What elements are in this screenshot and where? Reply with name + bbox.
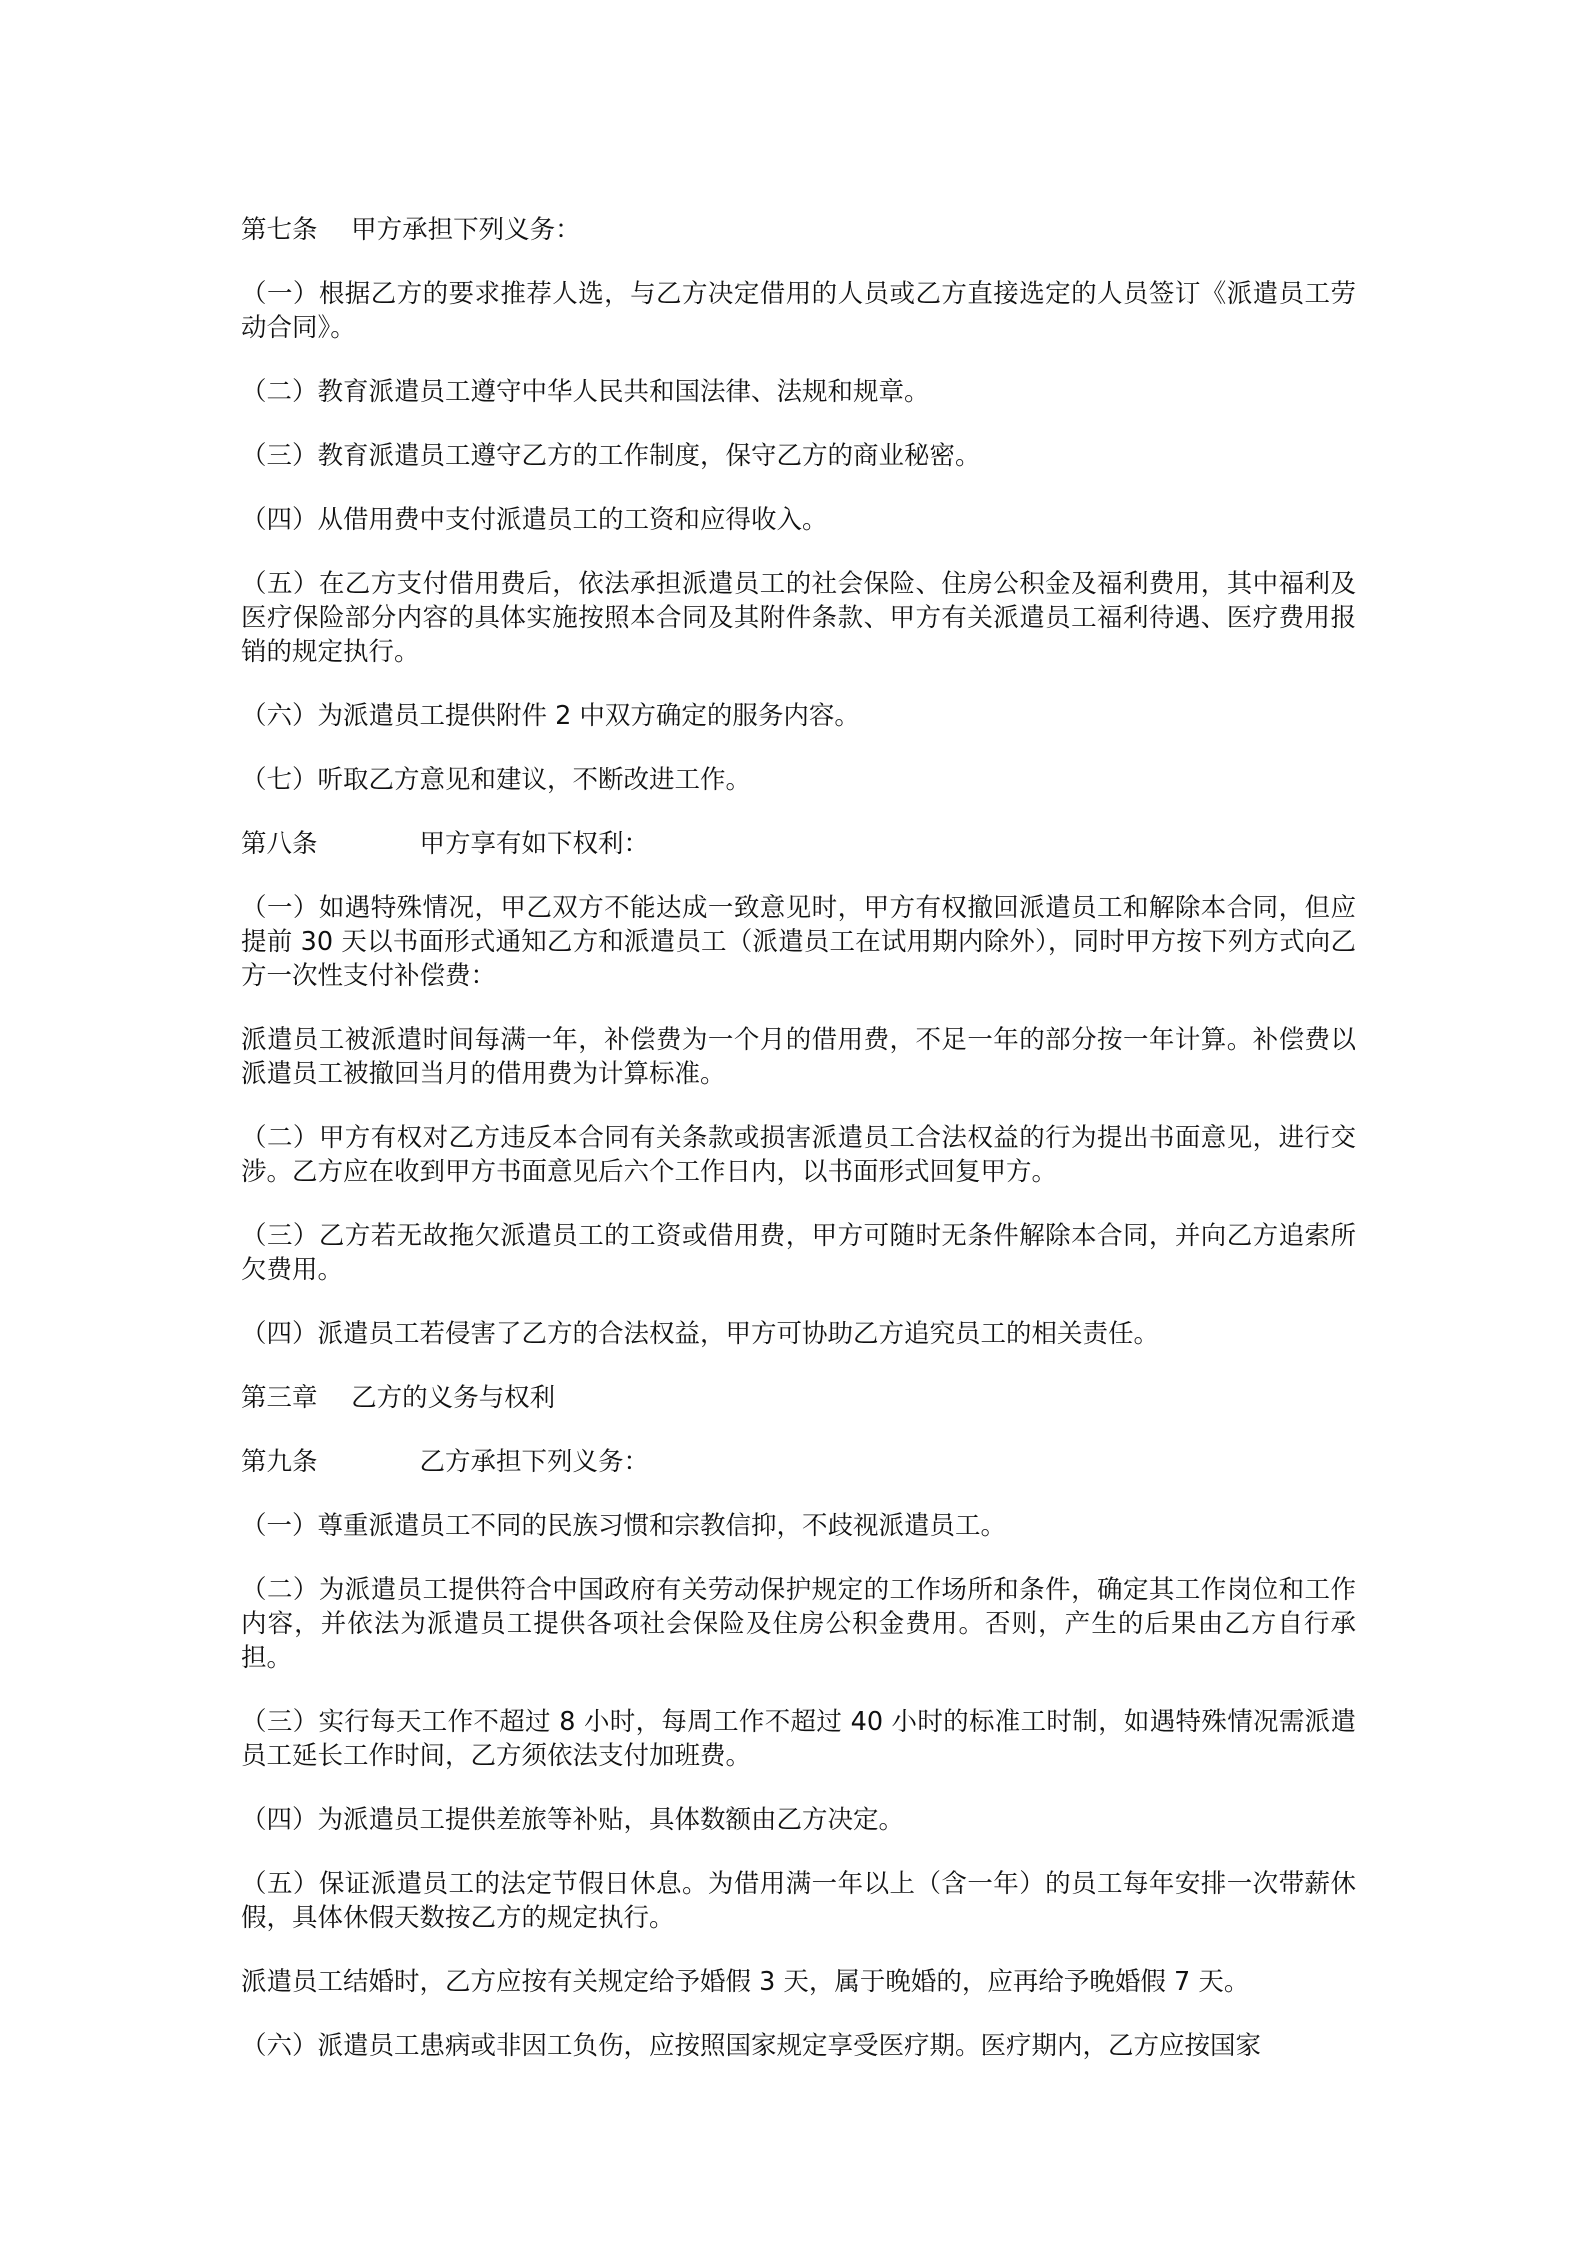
article-7-item-7: （七）听取乙方意见和建议，不断改进工作。 [241,765,752,795]
article-9-item-3: （三）实行每天工作不超过 8 小时，每周工作不超过 40 小时的标准工时制，如遇特殊情况需派遣员工延长工作时间，乙方须依法支付加班费。 [241,1707,1356,1771]
article-7-heading: 第七条 甲方承担下列义务： [241,215,581,245]
article-8-item-2: （二）甲方有权对乙方违反本合同有关条款或损害派遣员工合法权益的行为提出书面意见，进行交涉。乙方应在收到甲方书面意见后六个工作日内，以书面形式回复甲方。 [241,1123,1356,1187]
document-body [241,213,1356,2093]
article-8-item-4: （四）派遣员工若侵害了乙方的合法权益，甲方可协助乙方追究员工的相关责任。 [241,1319,1160,1349]
article-8-item-3: （三）乙方若无故拖欠派遣员工的工资或借用费，甲方可随时无条件解除本合同，并向乙方追索所欠费用。 [241,1221,1356,1285]
article-7-item-6: （六）为派遣员工提供附件 2 中双方确定的服务内容。 [241,701,860,731]
article-9-item-2: （二）为派遣员工提供符合中国政府有关劳动保护规定的工作场所和条件，确定其工作岗位和工作内容，并依法为派遣员工提供各项社会保险及住房公积金费用。否则，产生的后果由乙方自行承担。 [241,1575,1356,1673]
article-8-heading: 第八条 甲方享有如下权利： [241,829,650,859]
article-7-item-3: （三）教育派遣员工遵守乙方的工作制度，保守乙方的商业秘密。 [241,441,981,471]
chapter-3-heading: 第三章 乙方的义务与权利 [241,1383,556,1413]
article-7-item-1: （一）根据乙方的要求推荐人选，与乙方决定借用的人员或乙方直接选定的人员签订《派遣员工劳动合同》。 [241,279,1356,343]
article-7-item-4: （四）从借用费中支付派遣员工的工资和应得收入。 [241,505,828,535]
article-7-item-5: （五）在乙方支付借用费后，依法承担派遣员工的社会保险、住房公积金及福利费用，其中福利及医疗保险部分内容的具体实施按照本合同及其附件条款、甲方有关派遣员工福利待遇、医疗费用报销的规定执行。 [241,569,1356,667]
article-9-item-4: （四）为派遣员工提供差旅等补贴，具体数额由乙方决定。 [241,1805,905,1835]
article-9-heading: 第九条 乙方承担下列义务： [241,1447,650,1477]
article-7-item-2: （二）教育派遣员工遵守中华人民共和国法律、法规和规章。 [241,377,930,407]
article-8-item-1: （一）如遇特殊情况，甲乙双方不能达成一致意见时，甲方有权撤回派遣员工和解除本合同，但应提前 30 天以书面形式通知乙方和派遣员工（派遣员工在试用期内除外），同时甲方按下列方式向乙方一次性支付补偿费： [241,893,1356,991]
article-9-item-6: （六）派遣员工患病或非因工负伤，应按照国家规定享受医疗期。医疗期内，乙方应按国家 [241,2031,1262,2061]
article-9-item-5: （五）保证派遣员工的法定节假日休息。为借用满一年以上（含一年）的员工每年安排一次带薪休假，具体休假天数按乙方的规定执行。 [241,1869,1356,1933]
article-9-item-5-detail: 派遣员工结婚时，乙方应按有关规定给予婚假 3 天，属于晚婚的，应再给予晚婚假 7 天。 [241,1967,1250,1997]
article-9-item-1: （一）尊重派遣员工不同的民族习惯和宗教信抑，不歧视派遣员工。 [241,1511,1007,1541]
article-8-item-1-detail: 派遣员工被派遣时间每满一年，补偿费为一个月的借用费，不足一年的部分按一年计算。补偿费以派遣员工被撤回当月的借用费为计算标准。 [241,1025,1356,1089]
